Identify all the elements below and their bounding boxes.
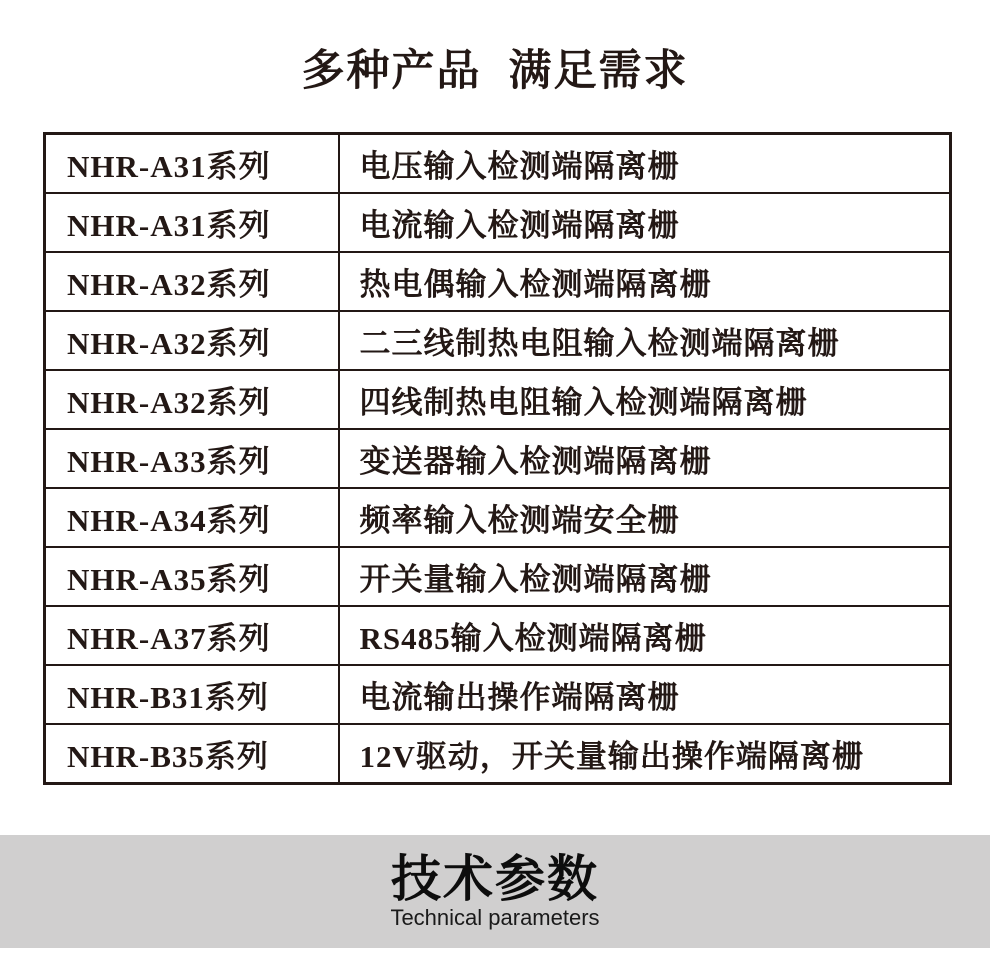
series-cell: NHR-A33系列 xyxy=(45,429,339,488)
series-cell: NHR-A31系列 xyxy=(45,193,339,252)
description-cell: 热电偶输入检测端隔离栅 xyxy=(339,252,951,311)
description-cell: 电压输入检测端隔离栅 xyxy=(359,149,680,185)
series-cell: NHR-A32系列 xyxy=(45,370,339,429)
section-subtitle: Technical parameters xyxy=(390,905,600,930)
description-cell: 二三线制热电阻输入检测端隔离栅 xyxy=(339,311,951,370)
section-title: 技术参数 xyxy=(391,851,599,907)
table-row xyxy=(45,370,951,429)
description-cell: 电流输出操作端隔离栅 xyxy=(339,665,951,724)
description-cell: RS485输入检测端隔离栅 xyxy=(339,606,951,665)
page-title-part1: 多种产品 xyxy=(301,47,482,95)
product-series-table xyxy=(43,132,952,785)
series-cell: NHR-A31系列 xyxy=(45,134,339,194)
series-cell: NHR-A32系列 xyxy=(45,311,339,370)
table-row xyxy=(45,547,951,606)
series-cell: NHR-A35系列 xyxy=(45,547,339,606)
table-row xyxy=(45,665,951,724)
description-cell: 电流输入检测端隔离栅 xyxy=(339,193,951,252)
series-cell: NHR-A34系列 xyxy=(45,488,339,547)
page-title-part2: 满足需求 xyxy=(508,47,689,95)
description-cell: 12V驱动，开关量输出操作端隔离栅 xyxy=(339,724,951,784)
description-cell: 变送器输入检测端隔离栅 xyxy=(339,429,951,488)
description-cell: 四线制热电阻输入检测端隔离栅 xyxy=(339,370,951,429)
table-row xyxy=(45,252,951,311)
series-cell: NHR-B35系列 xyxy=(45,724,339,784)
description-cell: 频率输入检测端安全栅 xyxy=(339,488,951,547)
table-row xyxy=(45,724,951,784)
table-row xyxy=(45,134,951,194)
description-cell: 开关量输入检测端隔离栅 xyxy=(339,547,951,606)
technical-parameters-banner xyxy=(0,835,990,948)
table-row xyxy=(45,193,951,252)
series-cell: NHR-A37系列 xyxy=(45,606,339,665)
page-title xyxy=(0,48,990,94)
table-row xyxy=(45,488,951,547)
series-cell: NHR-B31系列 xyxy=(45,665,339,724)
series-cell: NHR-A32系列 xyxy=(45,252,339,311)
table-row xyxy=(45,311,951,370)
product-table-body xyxy=(45,134,951,784)
table-row xyxy=(45,606,951,665)
table-row xyxy=(45,429,951,488)
